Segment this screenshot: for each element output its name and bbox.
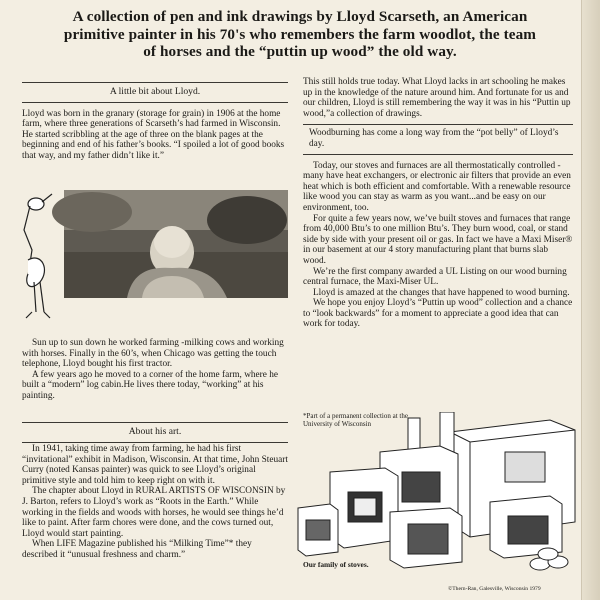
life-magazine-text: When LIFE Magazine published his “Milking Time”* they described it “unusual freshness and charm.” — [22, 539, 252, 560]
section-title-about-art: About his art. — [22, 422, 288, 443]
lloyd-amazed-text: Lloyd is amazed at the changes that have happened to wood burning. — [313, 287, 570, 298]
enjoy-collection-text: We hope you enjoy Lloyd’s “Puttin up wood” collection and a chance to “look backwards” for a moment to appreciate a good idea that can work for today. — [303, 298, 573, 330]
ul-listing-text: We’re the first company awarded a UL Listing on our wood burning central furnace, the Maxi-Miser UL. — [303, 266, 567, 288]
intro-paragraph — [22, 109, 288, 162]
page-edge — [581, 0, 600, 600]
intro-text: Lloyd was born in the granary (storage for grain) in 1906 at the home farm, where three generations of Scarseth’s had farmed in Wisconsin. He started scribbling at the age of three on the blank pages at the beginning and end of his father’s books. “I spoiled a lot of good books that way, and my father didn’t like it.” — [22, 108, 285, 161]
woodburning-callout: Woodburning has come a long way from the “pot belly” of Lloyd’s day. — [303, 124, 573, 154]
stoves-today-text: Today, our stoves and furnaces are all thermostatically controlled - many have heat exchangers, or electronic air filters that provide an even heat which is both efficient and comfortable. With a renewable resource like wood you can stay as warm as you want...and be easy on our environment, too. — [303, 160, 571, 213]
farming-paragraphs — [22, 338, 288, 402]
left-column — [22, 82, 288, 560]
lloyd-photo — [22, 190, 288, 336]
cabin-text: A few years ago he moved to a corner of the home farm, where he built a “modern” log cabin.He lives there today, “working” at his painting. — [22, 369, 279, 401]
stoves-caption: Our family of stoves. — [303, 560, 369, 569]
farming-text: Sun up to sun down he worked farming -milking cows and working with horses. Finally in the 60’s, when Chicago was getting the touch telephone, Lloyd bought his first tractor. — [22, 338, 284, 370]
footnote: *Part of a permanent collection at the University of Wisconsin — [303, 412, 408, 428]
btu-range-text: For quite a few years now, we’ve built stoves and furnaces that range from 40,000 Btu’s to one million Btu’s. They burn wood, coal, or stand side by side with your present oil or gas. In fact we have a Maxi Miser® in our basement at our 4 story manufacturing plant that burns slab wood. — [303, 213, 573, 266]
rural-artists-text: The chapter about Lloyd in RURAL ARTISTS OF WISCONSIN by J. Barton, refers to Lloyd’s work as “Roots in the Earth.” While working in the fields and woods with horses, he would see things he’d like to paint. After farm chores were done, and the cows turned out, Lloyd would start painting. — [22, 486, 286, 539]
right-column — [303, 77, 573, 330]
section-title-about-lloyd: A little bit about Lloyd. — [22, 82, 288, 103]
stoves-illustration — [290, 412, 580, 572]
copyright-credit: ©Thern-Ran, Galesville, Wisconsin 1979 — [448, 586, 541, 592]
still-holds-true-text: This still holds true today. What Lloyd lacks in art schooling he makes up in the knowledge of the nature around him. And fortunate for us and our children, Lloyd is still remembering the way it was in his “Puttin up wood,”a collection of drawings. — [303, 77, 571, 119]
art-paragraphs — [22, 444, 288, 561]
exhibit-text: In 1941, taking time away from farming, he had his first “invitational” exhibit in Madison, Wisconsin. At that time, John Steuart Curry (noted Kansas painter) was quick to see Lloyd’s original primitive style and told him to keep right on with it. — [22, 444, 288, 486]
headline: A collection of pen and ink drawings by Lloyd Scarseth, an American primitive painter in his 70's who remembers the farm woodlot, the team of horses and the “puttin up wood” the old way. — [63, 8, 537, 61]
